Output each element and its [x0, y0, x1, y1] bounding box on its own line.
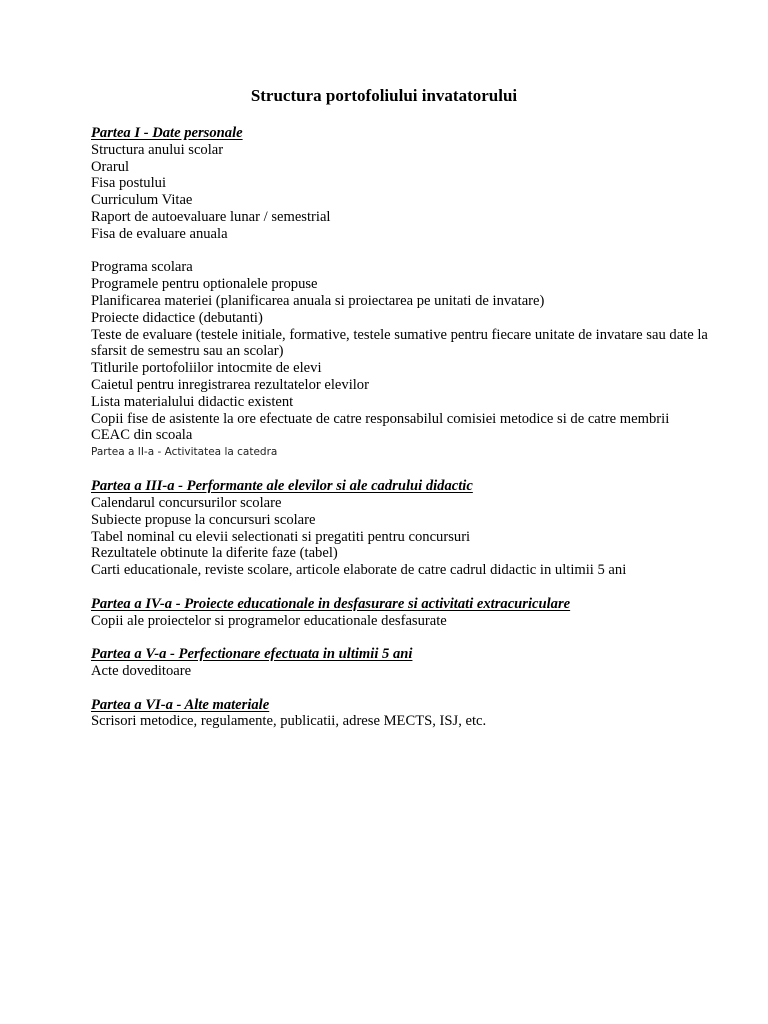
part1-item: Orarul — [91, 158, 130, 175]
part2-item: Titlurile portofoliilor intocmite de elevi — [91, 360, 322, 377]
spacer — [91, 629, 711, 646]
part2-item: Proiecte didactice (debutanti) — [91, 309, 263, 326]
part2-note: Partea a II-a - Activitatea la catedra — [91, 446, 278, 459]
part6-item: Scrisori metodice, regulamente, publicatii, adrese MECTS, ISJ, etc. — [91, 713, 487, 730]
part3-item: Carti educationale, reviste scolare, articole elaborate de catre cadrul didactic in ultimii 5 ani — [91, 562, 627, 579]
part1-heading: Partea I - Date personale — [91, 125, 243, 141]
part3-item: Calendarul concursurilor scolare — [91, 494, 282, 511]
part1-item: Raport de autoevaluare lunar / semestrial — [91, 208, 331, 225]
document-body — [91, 125, 711, 730]
part3-item: Subiecte propuse la concursuri scolare — [91, 511, 316, 528]
part2-item: Copii fise de asistente la ore efectuate de catre responsabilul comisiei metodice si de catre membrii CEAC din scoala — [91, 410, 670, 444]
spacer — [91, 680, 711, 697]
part2-item: Lista materialului didactic existent — [91, 393, 294, 410]
document-title: Structura portofoliului invatatorului — [250, 86, 518, 105]
part2-item: Planificarea materiei (planificarea anuala si proiectarea pe unitati de invatare) — [91, 292, 545, 309]
spacer — [91, 462, 711, 478]
part2-item: Caietul pentru inregistrarea rezultatelor elevilor — [91, 376, 369, 393]
part3-item: Rezultatele obtinute la diferite faze (tabel) — [91, 545, 338, 562]
part1-item: Structura anului scolar — [91, 141, 224, 158]
spacer — [91, 243, 711, 260]
part5-heading: Partea a V-a - Perfectionare efectuata in ultimii 5 ani — [91, 646, 413, 663]
part6-heading: Partea a VI-a - Alte materiale — [91, 696, 270, 713]
part3-item: Tabel nominal cu elevii selectionati si pregatiti pentru concursuri — [91, 528, 471, 545]
part1-item: Fisa de evaluare anuala — [91, 225, 228, 242]
part2-item: Programele pentru optionalele propuse — [91, 276, 318, 293]
part4-item: Copii ale proiectelor si programelor educationale desfasurate — [91, 612, 447, 629]
part1-item: Fisa postului — [91, 175, 167, 192]
spacer — [91, 579, 711, 596]
part1-item: Curriculum Vitae — [91, 192, 193, 209]
part2-item: Programa scolara — [91, 259, 193, 276]
part2-item: Teste de evaluare (testele initiale, formative, testele sumative pentru fiecare unitate de invatare sau date la sfarsit de semestru sau an scolar) — [91, 326, 708, 360]
part4-heading: Partea a IV-a - Proiecte educationale in desfasurare si activitati extracuriculare — [91, 595, 571, 612]
part3-heading: Partea a III-a - Performante ale elevilor si ale cadrului didactic — [91, 478, 473, 495]
part5-item: Acte doveditoare — [91, 662, 192, 679]
